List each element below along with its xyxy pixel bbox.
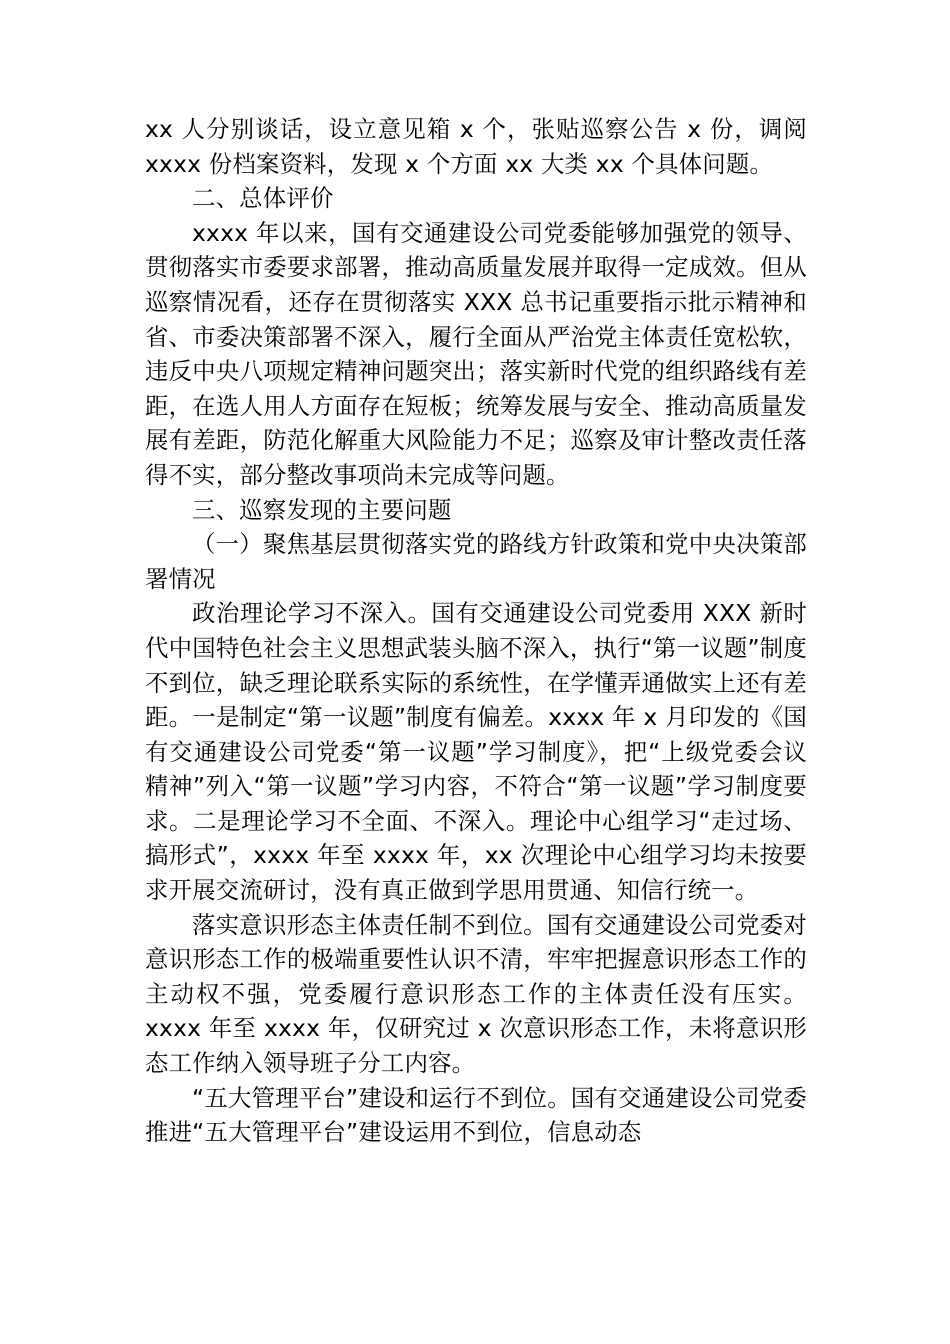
paragraph-intro-continuation: xx 人分别谈话，设立意见箱 x 个，张贴巡察公告 x 份，调阅 xxxx 份档案资料，发现 x 个方面 xx 大类 xx 个具体问题。 [145, 115, 807, 178]
paragraph-theory-study: 政治理论学习不深入。国有交通建设公司党委用 XXX 新时代中国特色社会主义思想武装头脑不深入，执行“第一议题”制度不到位，缺乏理论联系实际的系统性，在学懂弄通做实上还有差距。一是制定“第一议题”制度有偏差。xxxx 年 x 月印发的《国有交通建设公司党委“第一议题”学习制度》，把“上级党委会议精神”列入“第一议题”学习内容，不符合“第一议题”学习制度要求。二是理论学习不全面、不深入。理论中心组学习“走过场、搞形式”，xxxx 年至 xxxx 年，xx 次理论中心组学习均未按要求开展交流研讨，没有真正做到学思用贯通、知信行统一。 [145, 599, 807, 905]
paragraph-overall-evaluation: xxxx 年以来，国有交通建设公司党委能够加强党的领导、贯彻落实市委要求部署，推动高质量发展并取得一定成效。但从巡察情况看，还存在贯彻落实 XXX 总书记重要指示批示精神和省、市委决策部署不深入，履行全面从严治党主体责任宽松软，违反中央八项规定精神问题突出；落实新时代党的组织路线有差距，在选人用人方面存在短板；统筹发展与安全、推动高质量发展有差距，防范化解重大风险能力不足；巡察及审计整改责任落得不实，部分整改事项尚未完成等问题。 [145, 218, 807, 489]
subheading-policy-implementation: （一）聚焦基层贯彻落实党的路线方针政策和党中央决策部署情况 [145, 530, 807, 593]
paragraph-ideology-responsibility: 落实意识形态主体责任制不到位。国有交通建设公司党委对意识形态工作的极端重要性认识不清，牢牢把握意识形态工作的主动权不强，党委履行意识形态工作的主体责任没有压实。xxxx 年至 xxxx 年，仅研究过 x 次意识形态工作，未将意识形态工作纳入领导班子分工内容。 [145, 910, 807, 1078]
heading-overall-evaluation: 二、总体评价 [192, 184, 334, 213]
document-page [145, 112, 807, 1150]
heading-main-problems: 三、巡察发现的主要问题 [192, 495, 452, 524]
paragraph-five-platforms: “五大管理平台”建设和运行不到位。国有交通建设公司党委推进“五大管理平台”建设运用不到位，信息动态 [145, 1083, 807, 1147]
